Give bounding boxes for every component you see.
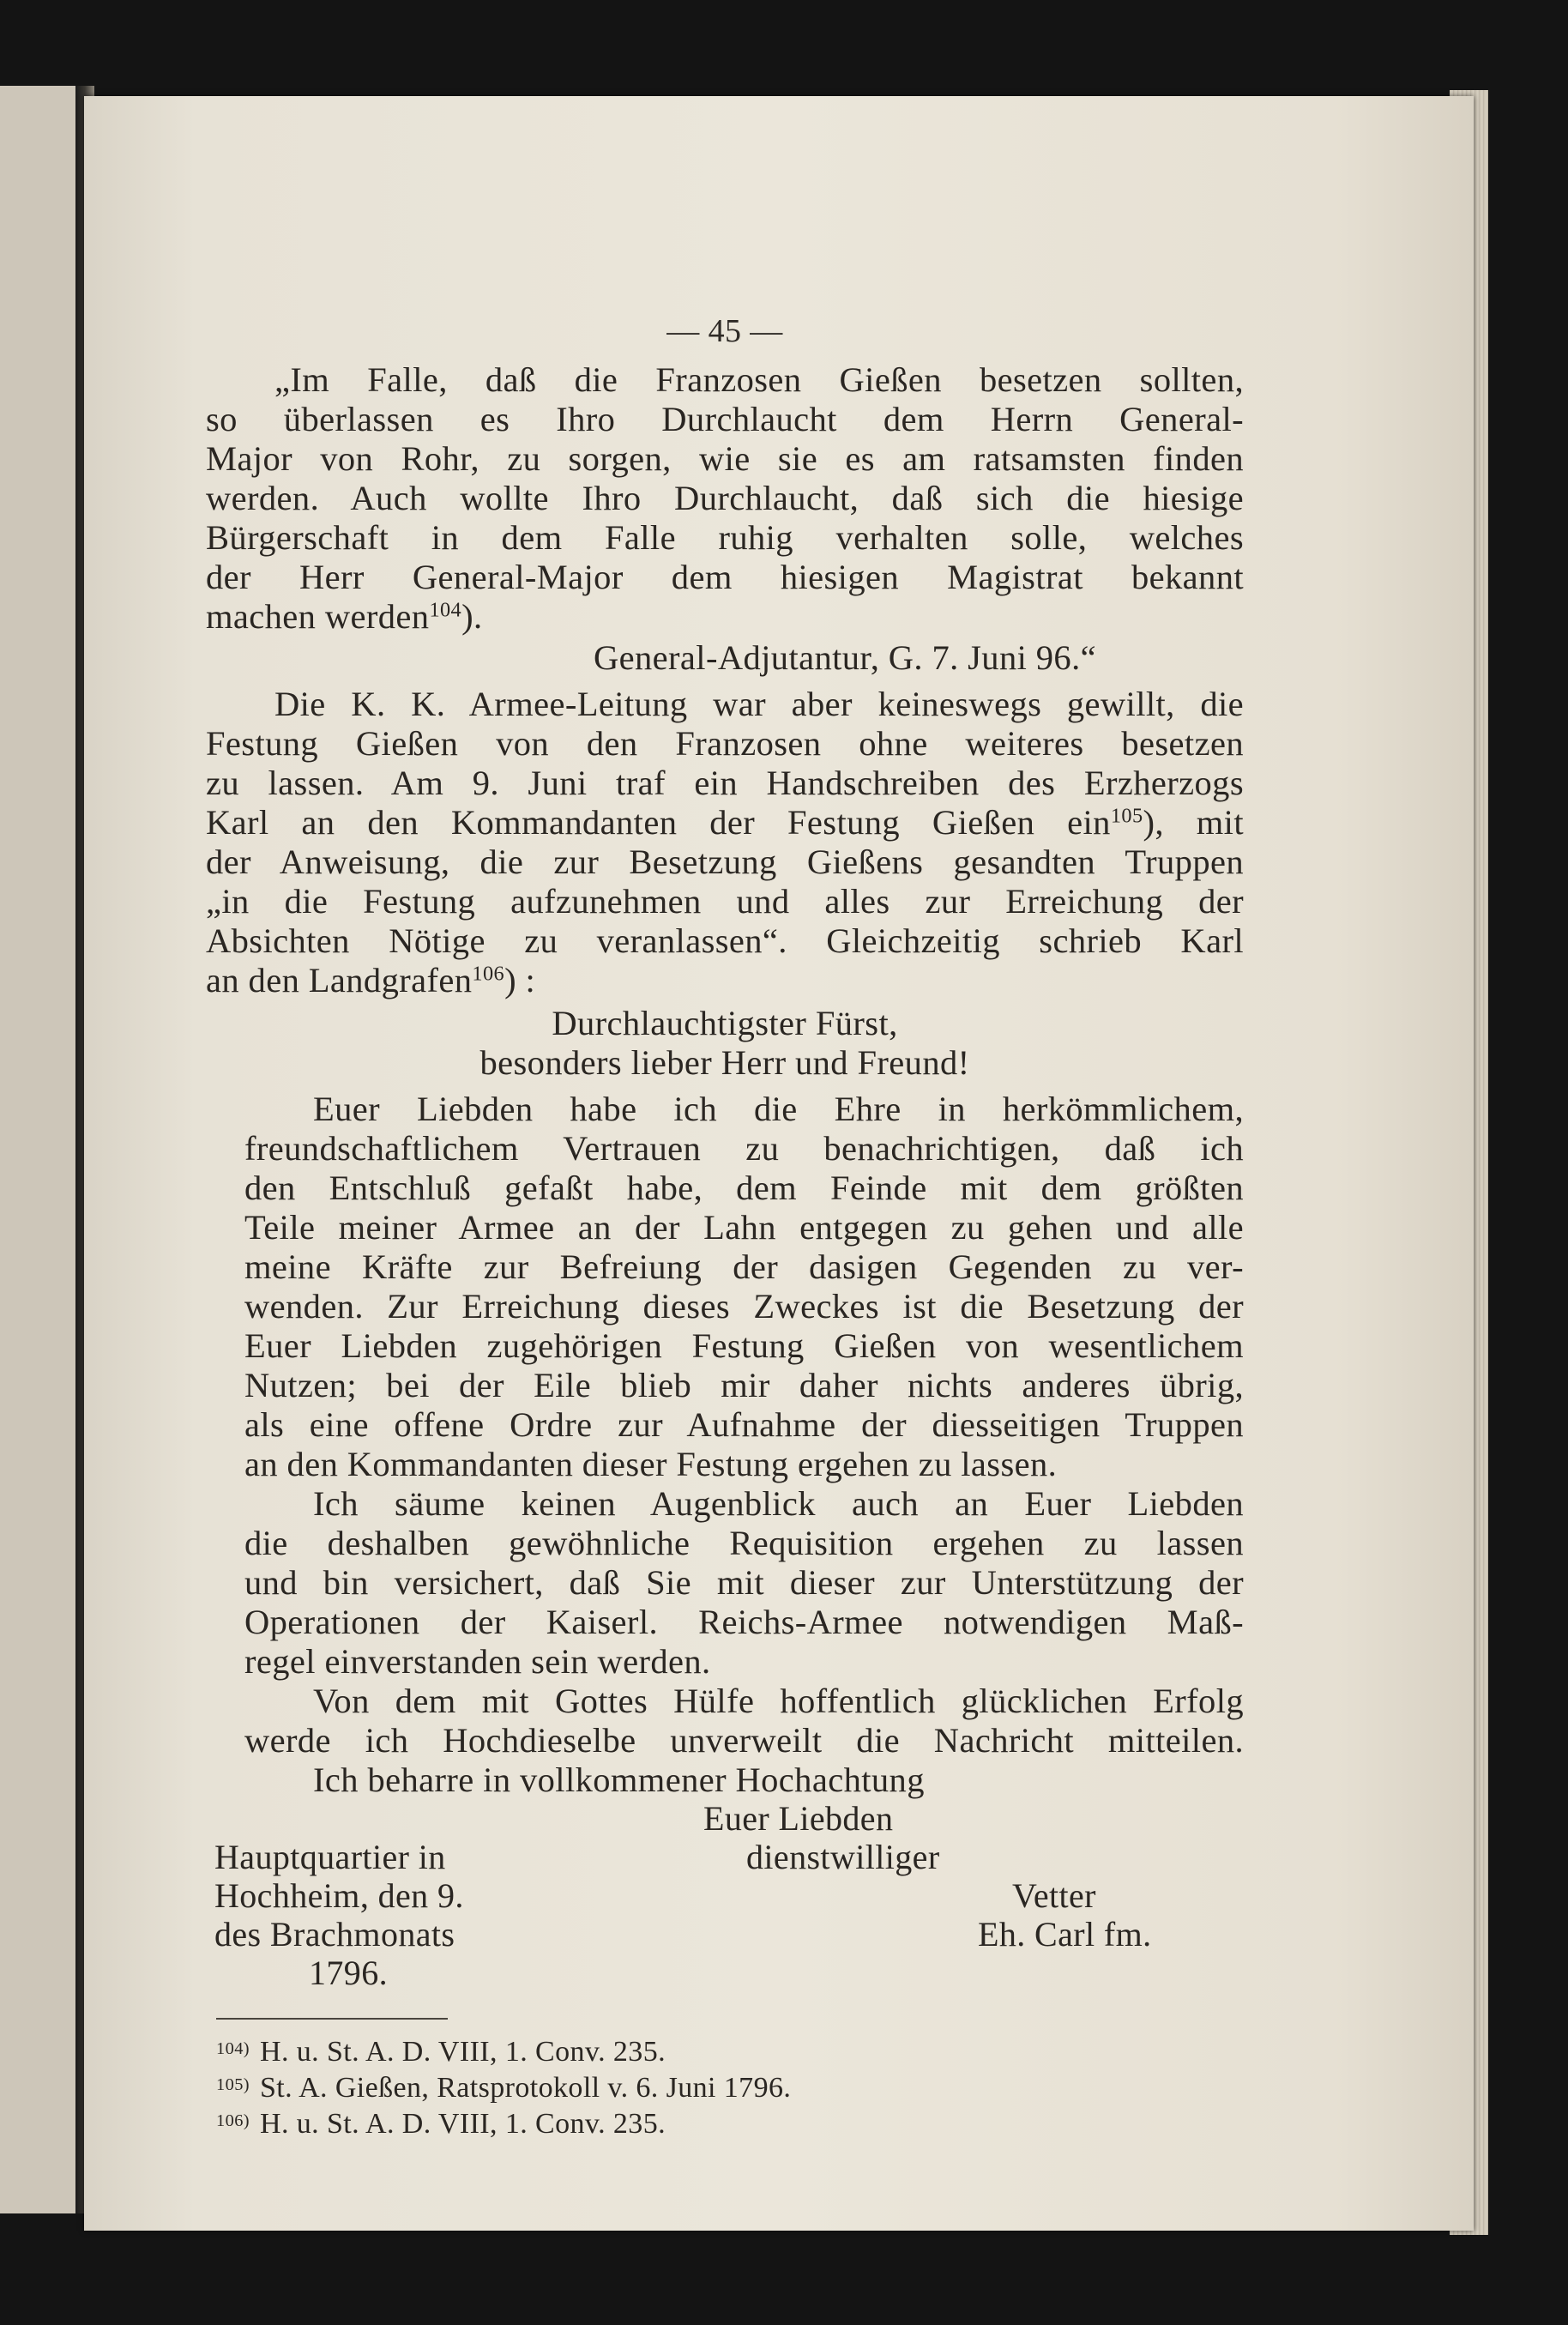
footnote-rule <box>216 2018 448 2020</box>
page-number: — 45 — <box>666 313 783 349</box>
letter-line: Euer Liebden habe ich die Ehre in herkömmlichem, <box>313 1090 1244 1128</box>
text-line: „in die Festung aufzunehmen und alles zur Erreichung der <box>206 882 1244 921</box>
text-line <box>206 961 1244 1000</box>
text-line <box>206 597 1244 637</box>
text-line: werden. Auch wollte Ihro Durchlaucht, daß sich die hiesige <box>206 479 1244 517</box>
dating-line: des Brachmonats <box>214 1915 455 1954</box>
closing-relation: Vetter <box>1012 1876 1096 1915</box>
letter-line: den Entschluß gefaßt habe, dem Feinde mit dem größten <box>244 1169 1244 1207</box>
signature-line: General-Adjutantur, G. 7. Juni 96.“ <box>594 638 1096 677</box>
footnote-mark: 106) <box>216 2111 250 2130</box>
letter-line: werde ich Hochdieselbe unverweilt die Nachricht mitteilen. <box>244 1721 1244 1760</box>
closing-salutation: Euer Liebden <box>703 1799 894 1838</box>
letter-line: Operationen der Kaiserl. Reichs-Armee notwendigen Maß- <box>244 1603 1244 1641</box>
footnote-105 <box>216 2067 988 2103</box>
letter-line: Von dem mit Gottes Hülfe hoffentlich glücklichen Erfolg <box>313 1682 1244 1720</box>
text-span: machen werden <box>206 597 430 636</box>
letter-line: und bin versichert, daß Sie mit dieser zur Unterstützung der <box>244 1563 1244 1602</box>
text-line: so überlassen es Ihro Durchlaucht dem Herrn General- <box>206 400 1244 438</box>
letter-salutation: Durchlauchtigster Fürst, <box>552 1004 898 1042</box>
text-line: Die K. K. Armee-Leitung war aber keineswegs gewillt, die <box>274 685 1244 723</box>
previous-page-edge <box>0 86 77 2213</box>
dating-line: Hochheim, den 9. <box>214 1876 464 1915</box>
footnote-ref-106[interactable]: 106 <box>472 962 505 986</box>
dating-line: 1796. <box>309 1954 388 1992</box>
text-line: „Im Falle, daß die Franzosen Gießen besetzen sollten, <box>274 360 1244 399</box>
letter-line: als eine offene Ordre zur Aufnahme der diesseitigen Truppen <box>244 1405 1244 1444</box>
text-line <box>206 803 1244 842</box>
text-line: der Anweisung, die zur Besetzung Gießens gesandten Truppen <box>206 842 1244 881</box>
text-line: Absichten Nötige zu veranlassen“. Gleichzeitig schrieb Karl <box>206 921 1244 960</box>
footnote-104 <box>216 2031 988 2067</box>
footnote-text: H. u. St. A. D. VIII, 1. Conv. 235. <box>259 2108 666 2141</box>
text-line: Major von Rohr, zu sorgen, wie sie es am ratsamsten finden <box>206 439 1244 478</box>
footnote-ref-105[interactable]: 105 <box>1110 804 1143 828</box>
letter-line: die deshalben gewöhnliche Requisition ergehen zu lassen <box>244 1524 1244 1562</box>
text-line: der Herr General-Major dem hiesigen Magistrat bekannt <box>206 558 1244 596</box>
letter-dating <box>214 1838 540 1992</box>
letter-line: wenden. Zur Erreichung dieses Zweckes ist die Besetzung der <box>244 1287 1244 1326</box>
footnote-text: H. u. St. A. D. VIII, 1. Conv. 235. <box>259 2036 666 2068</box>
closing-servant: dienstwilliger <box>746 1838 940 1876</box>
letter-line: Ich beharre in vollkommener Hochachtung <box>313 1760 925 1799</box>
text-line: zu lassen. Am 9. Juni traf ein Handschreiben des Erzherzogs <box>206 764 1244 802</box>
letter-line: Teile meiner Armee an der Lahn entgegen zu gehen und alle <box>244 1208 1244 1247</box>
text-line: Bürgerschaft in dem Falle ruhig verhalten solle, welches <box>206 518 1244 557</box>
closing-signature: Eh. Carl fm. <box>978 1915 1152 1954</box>
letter-line: an den Kommandanten dieser Festung ergehen zu lassen. <box>244 1445 1058 1483</box>
footnote-mark: 104) <box>216 2039 250 2058</box>
text-span: ) : <box>504 961 536 999</box>
letter-line: Ich säume keinen Augenblick auch an Euer Liebden <box>313 1484 1244 1523</box>
footnote-mark: 105) <box>216 2075 250 2094</box>
text-span: ), mit <box>1143 803 1244 842</box>
letter-line: freundschaftlichem Vertrauen zu benachrichtigen, daß ich <box>244 1129 1244 1168</box>
text-span: an den Landgrafen <box>206 961 473 999</box>
letter-line: meine Kräfte zur Befreiung der dasigen Gegenden zu ver- <box>244 1247 1244 1286</box>
footnotes <box>216 2031 988 2139</box>
text-span: Karl an den Kommandanten der Festung Gießen ein <box>206 803 1111 842</box>
letter-line: regel einverstanden sein werden. <box>244 1642 711 1681</box>
book-page <box>84 96 1474 2231</box>
text-span: ). <box>461 597 483 636</box>
letter-line: Euer Liebden zugehörigen Festung Gießen von wesentlichem <box>244 1326 1244 1365</box>
letter-line: Nutzen; bei der Eile blieb mir daher nichts anderes übrig, <box>244 1366 1244 1404</box>
footnote-106 <box>216 2103 988 2139</box>
footnote-text: St. A. Gießen, Ratsprotokoll v. 6. Juni 1796. <box>259 2072 792 2105</box>
letter-salutation: besonders lieber Herr und Freund! <box>479 1043 970 1082</box>
footnote-ref-104[interactable]: 104 <box>429 598 462 622</box>
text-line: Festung Gießen von den Franzosen ohne weiteres besetzen <box>206 724 1244 763</box>
dating-line: Hauptquartier in <box>214 1838 446 1876</box>
